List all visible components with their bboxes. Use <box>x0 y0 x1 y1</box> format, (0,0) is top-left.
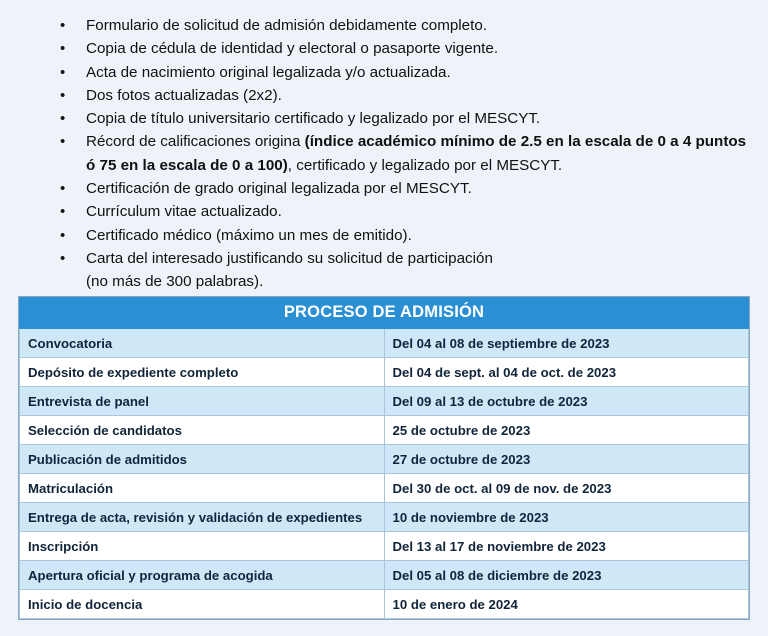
table-row <box>20 532 749 561</box>
bullet-icon: • <box>60 133 66 151</box>
bullet-icon: • <box>60 17 66 34</box>
list-item-text: Copia de cédula de identidad y electoral o pasaporte vigente. <box>86 40 499 58</box>
table-row <box>20 590 749 619</box>
list-item <box>60 37 750 60</box>
list-item-text: Carta del interesado justificando su solicitud de participación <box>86 249 493 267</box>
bullet-icon: • <box>60 203 66 221</box>
table-cell-dates: 10 de noviembre de 2023 <box>384 503 749 532</box>
list-item-text-continuation: (no más de 300 palabras). <box>86 273 264 291</box>
table-cell-dates: Del 05 al 08 de diciembre de 2023 <box>384 561 749 590</box>
table-row <box>20 387 749 416</box>
table-cell-stage: Selección de candidatos <box>20 416 385 445</box>
table-cell-stage: Apertura oficial y programa de acogida <box>20 561 385 590</box>
list-item <box>60 177 750 200</box>
table-cell-stage: Publicación de admitidos <box>20 445 385 474</box>
list-item <box>60 14 750 37</box>
table-cell-dates: 10 de enero de 2024 <box>384 590 749 619</box>
list-item-text-prefix: Récord de calificaciones origina <box>86 133 305 151</box>
list-item-text-emphasis: (índice académico mínimo de 2.5 en la escala de 0 a 4 puntos ó 75 en la escala de 0 a 100) <box>86 133 747 174</box>
table-cell-stage: Inscripción <box>20 532 385 561</box>
table-row <box>20 474 749 503</box>
table-title: PROCESO DE ADMISIÓN <box>20 298 749 329</box>
table-cell-dates: 25 de octubre de 2023 <box>384 416 749 445</box>
admission-process-table <box>18 296 750 620</box>
table-cell-stage: Inicio de docencia <box>20 590 385 619</box>
list-item <box>60 61 750 84</box>
requirements-list <box>18 14 750 294</box>
list-item-text: Certificación de grado original legalizada por el MESCYT. <box>86 180 472 198</box>
bullet-icon: • <box>60 40 66 58</box>
table-cell-dates: Del 04 de sept. al 04 de oct. de 2023 <box>384 358 749 387</box>
bullet-icon: • <box>60 249 66 267</box>
table-cell-stage: Depósito de expediente completo <box>20 358 385 387</box>
table-row <box>20 503 749 532</box>
table-cell-dates: Del 30 de oct. al 09 de nov. de 2023 <box>384 474 749 503</box>
table-row <box>20 358 749 387</box>
list-item <box>60 107 750 130</box>
table-cell-dates: Del 04 al 08 de septiembre de 2023 <box>384 329 749 358</box>
table-row <box>20 416 749 445</box>
list-item-text: Dos fotos actualizadas (2x2). <box>86 86 282 104</box>
table-cell-stage: Convocatoria <box>20 329 385 358</box>
list-item-text: Formulario de solicitud de admisión debidamente completo. <box>86 17 487 34</box>
list-item-text: Certificado médico (máximo un mes de emitido). <box>86 226 412 244</box>
list-item-highlighted <box>60 130 750 177</box>
bullet-icon: • <box>60 86 66 104</box>
table-row <box>20 561 749 590</box>
table-cell-dates: Del 13 al 17 de noviembre de 2023 <box>384 532 749 561</box>
bullet-icon: • <box>60 226 66 244</box>
list-item-text: Currículum vitae actualizado. <box>86 203 282 221</box>
table-cell-stage: Entrega de acta, revisión y validación de expedientes <box>20 503 385 532</box>
table-row <box>20 445 749 474</box>
list-item-text: Acta de nacimiento original legalizada y/o actualizada. <box>86 63 451 81</box>
table-cell-dates: 27 de octubre de 2023 <box>384 445 749 474</box>
bullet-icon: • <box>60 63 66 81</box>
bullet-icon: • <box>60 110 66 128</box>
list-item-text-suffix: , certificado y legalizado por el MESCYT. <box>287 156 563 174</box>
list-item <box>60 200 750 223</box>
bullet-icon: • <box>60 180 66 198</box>
list-item <box>60 247 750 294</box>
table-cell-stage: Entrevista de panel <box>20 387 385 416</box>
table-cell-dates: Del 09 al 13 de octubre de 2023 <box>384 387 749 416</box>
list-item <box>60 224 750 247</box>
list-item <box>60 84 750 107</box>
table-row <box>20 329 749 358</box>
list-item-text: Copia de título universitario certificado y legalizado por el MESCYT. <box>86 110 541 128</box>
table-cell-stage: Matriculación <box>20 474 385 503</box>
